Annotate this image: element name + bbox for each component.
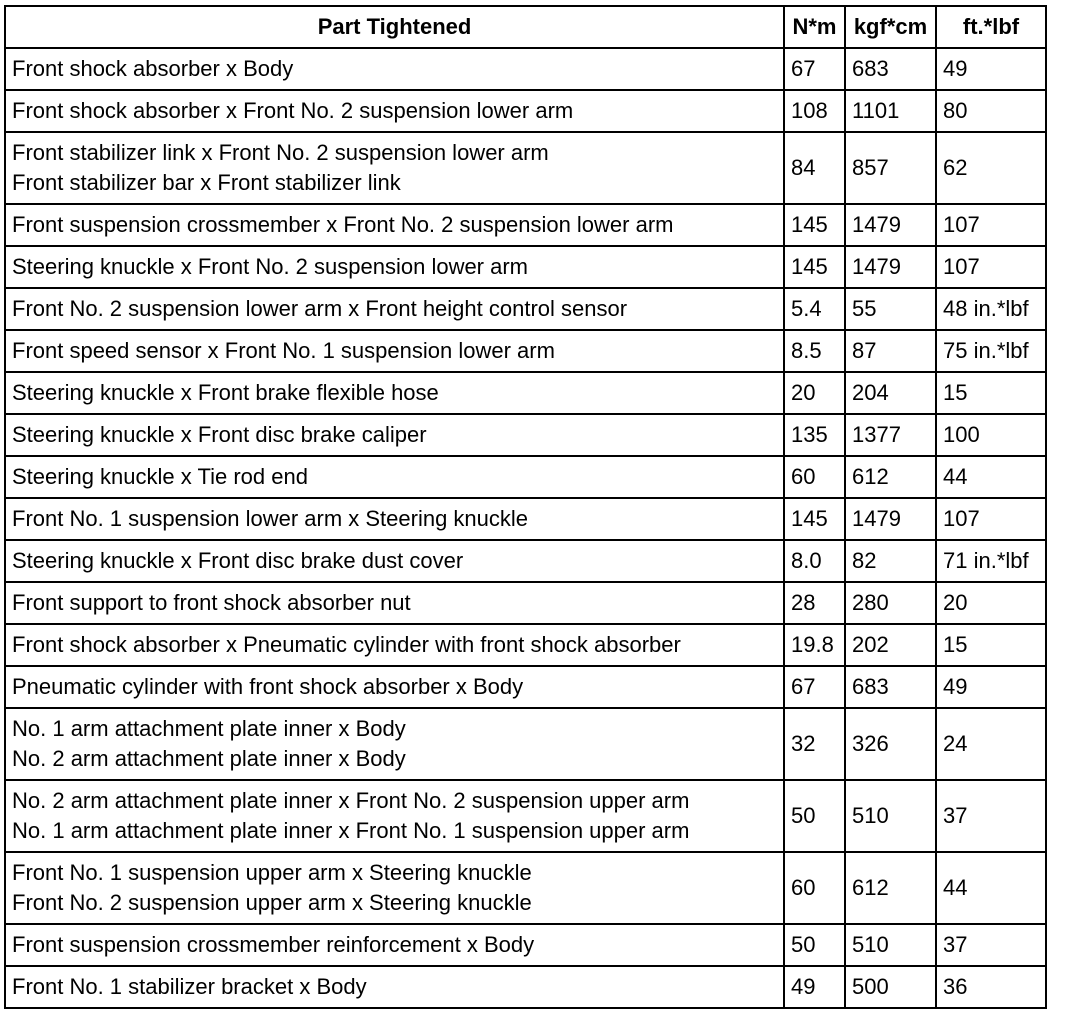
- ftlbf-value-cell: 37: [936, 780, 1046, 852]
- nm-value-cell: 145: [784, 246, 845, 288]
- kgfcm-value-cell: 202: [845, 624, 936, 666]
- table-row: [5, 708, 1046, 780]
- kgfcm-value-cell: 510: [845, 924, 936, 966]
- kgfcm-value-cell: 500: [845, 966, 936, 1008]
- kgfcm-value-cell: 1479: [845, 246, 936, 288]
- part-tightened-line: Pneumatic cylinder with front shock absorber x Body: [12, 674, 524, 699]
- table-row: [5, 780, 1046, 852]
- part-tightened-line: Front No. 2 suspension upper arm x Steering knuckle: [12, 890, 532, 915]
- table-row: [5, 924, 1046, 966]
- kgfcm-value-cell: 55: [845, 288, 936, 330]
- kgfcm-value-cell: 326: [845, 708, 936, 780]
- part-tightened-cell: [5, 852, 784, 924]
- kgfcm-value-cell: 612: [845, 456, 936, 498]
- kgfcm-value-cell: 1101: [845, 90, 936, 132]
- nm-value-cell: 60: [784, 456, 845, 498]
- nm-value-cell: 84: [784, 132, 845, 204]
- table-row: [5, 90, 1046, 132]
- kgfcm-value-cell: 612: [845, 852, 936, 924]
- table-row: [5, 204, 1046, 246]
- nm-value-cell: 67: [784, 48, 845, 90]
- table-row: [5, 666, 1046, 708]
- part-tightened-cell: [5, 132, 784, 204]
- part-tightened-line: Front No. 1 stabilizer bracket x Body: [12, 974, 367, 999]
- ftlbf-value-cell: 24: [936, 708, 1046, 780]
- part-tightened-line: Front speed sensor x Front No. 1 suspension lower arm: [12, 338, 555, 363]
- part-tightened-cell: [5, 246, 784, 288]
- part-tightened-line: No. 2 arm attachment plate inner x Body: [12, 746, 406, 771]
- table-row: [5, 966, 1046, 1008]
- part-tightened-line: Front shock absorber x Body: [12, 56, 294, 81]
- ftlbf-value-cell: 107: [936, 204, 1046, 246]
- nm-value-cell: 19.8: [784, 624, 845, 666]
- nm-value-cell: 8.0: [784, 540, 845, 582]
- part-tightened-line: Steering knuckle x Tie rod end: [12, 464, 308, 489]
- kgfcm-value-cell: 87: [845, 330, 936, 372]
- part-tightened-line: Front No. 1 suspension upper arm x Steering knuckle: [12, 860, 532, 885]
- ftlbf-value-cell: 44: [936, 852, 1046, 924]
- table-header-row: [5, 6, 1046, 48]
- part-tightened-line: Front shock absorber x Pneumatic cylinder with front shock absorber: [12, 632, 681, 657]
- kgfcm-value-cell: 280: [845, 582, 936, 624]
- table-body: [5, 48, 1046, 1008]
- table-row: [5, 456, 1046, 498]
- part-tightened-line: Front stabilizer link x Front No. 2 suspension lower arm: [12, 140, 549, 165]
- nm-value-cell: 108: [784, 90, 845, 132]
- part-tightened-cell: [5, 666, 784, 708]
- nm-value-cell: 8.5: [784, 330, 845, 372]
- ftlbf-value-cell: 107: [936, 498, 1046, 540]
- table-row: [5, 540, 1046, 582]
- part-tightened-cell: [5, 204, 784, 246]
- part-tightened-cell: [5, 582, 784, 624]
- nm-value-cell: 145: [784, 204, 845, 246]
- part-tightened-line: Front stabilizer bar x Front stabilizer link: [12, 170, 401, 195]
- part-tightened-line: Front suspension crossmember reinforcement x Body: [12, 932, 535, 957]
- table-row: [5, 582, 1046, 624]
- header-part-tightened: Part Tightened: [5, 6, 784, 48]
- part-tightened-line: Front No. 2 suspension lower arm x Front height control sensor: [12, 296, 628, 321]
- part-tightened-cell: [5, 966, 784, 1008]
- ftlbf-value-cell: 71 in.*lbf: [936, 540, 1046, 582]
- header-kgfcm: kgf*cm: [845, 6, 936, 48]
- nm-value-cell: 20: [784, 372, 845, 414]
- part-tightened-cell: [5, 372, 784, 414]
- part-tightened-line: No. 1 arm attachment plate inner x Front No. 1 suspension upper arm: [12, 818, 690, 843]
- nm-value-cell: 49: [784, 966, 845, 1008]
- kgfcm-value-cell: 204: [845, 372, 936, 414]
- ftlbf-value-cell: 15: [936, 372, 1046, 414]
- kgfcm-value-cell: 1479: [845, 498, 936, 540]
- nm-value-cell: 5.4: [784, 288, 845, 330]
- part-tightened-line: Front No. 1 suspension lower arm x Steering knuckle: [12, 506, 529, 531]
- nm-value-cell: 67: [784, 666, 845, 708]
- ftlbf-value-cell: 36: [936, 966, 1046, 1008]
- nm-value-cell: 145: [784, 498, 845, 540]
- ftlbf-value-cell: 49: [936, 48, 1046, 90]
- part-tightened-line: Front suspension crossmember x Front No. 2 suspension lower arm: [12, 212, 674, 237]
- table-row: [5, 330, 1046, 372]
- ftlbf-value-cell: 49: [936, 666, 1046, 708]
- part-tightened-cell: [5, 708, 784, 780]
- nm-value-cell: 32: [784, 708, 845, 780]
- part-tightened-line: Steering knuckle x Front No. 2 suspension lower arm: [12, 254, 529, 279]
- ftlbf-value-cell: 37: [936, 924, 1046, 966]
- part-tightened-cell: [5, 780, 784, 852]
- part-tightened-line: No. 2 arm attachment plate inner x Front No. 2 suspension upper arm: [12, 788, 690, 813]
- part-tightened-line: Front support to front shock absorber nut: [12, 590, 411, 615]
- part-tightened-cell: [5, 414, 784, 456]
- nm-value-cell: 50: [784, 924, 845, 966]
- nm-value-cell: 50: [784, 780, 845, 852]
- ftlbf-value-cell: 107: [936, 246, 1046, 288]
- kgfcm-value-cell: 82: [845, 540, 936, 582]
- part-tightened-cell: [5, 48, 784, 90]
- table-row: [5, 498, 1046, 540]
- part-tightened-cell: [5, 498, 784, 540]
- table-row: [5, 288, 1046, 330]
- ftlbf-value-cell: 62: [936, 132, 1046, 204]
- table-row: [5, 624, 1046, 666]
- ftlbf-value-cell: 75 in.*lbf: [936, 330, 1046, 372]
- kgfcm-value-cell: 857: [845, 132, 936, 204]
- header-nm: N*m: [784, 6, 845, 48]
- torque-specification-table: [4, 5, 1047, 1009]
- ftlbf-value-cell: 44: [936, 456, 1046, 498]
- part-tightened-cell: [5, 924, 784, 966]
- part-tightened-line: Front shock absorber x Front No. 2 suspension lower arm: [12, 98, 574, 123]
- kgfcm-value-cell: 1479: [845, 204, 936, 246]
- torque-table-container: [4, 5, 1047, 1009]
- ftlbf-value-cell: 15: [936, 624, 1046, 666]
- table-row: [5, 852, 1046, 924]
- table-row: [5, 132, 1046, 204]
- ftlbf-value-cell: 100: [936, 414, 1046, 456]
- header-ftlbf: ft.*lbf: [936, 6, 1046, 48]
- part-tightened-line: Steering knuckle x Front disc brake caliper: [12, 422, 427, 447]
- kgfcm-value-cell: 683: [845, 48, 936, 90]
- part-tightened-cell: [5, 330, 784, 372]
- nm-value-cell: 60: [784, 852, 845, 924]
- kgfcm-value-cell: 1377: [845, 414, 936, 456]
- part-tightened-cell: [5, 624, 784, 666]
- table-row: [5, 372, 1046, 414]
- kgfcm-value-cell: 510: [845, 780, 936, 852]
- part-tightened-cell: [5, 540, 784, 582]
- nm-value-cell: 135: [784, 414, 845, 456]
- kgfcm-value-cell: 683: [845, 666, 936, 708]
- ftlbf-value-cell: 20: [936, 582, 1046, 624]
- ftlbf-value-cell: 80: [936, 90, 1046, 132]
- part-tightened-cell: [5, 288, 784, 330]
- table-row: [5, 246, 1046, 288]
- part-tightened-line: Steering knuckle x Front disc brake dust cover: [12, 548, 464, 573]
- table-row: [5, 48, 1046, 90]
- ftlbf-value-cell: 48 in.*lbf: [936, 288, 1046, 330]
- part-tightened-line: No. 1 arm attachment plate inner x Body: [12, 716, 406, 741]
- table-row: [5, 414, 1046, 456]
- part-tightened-cell: [5, 90, 784, 132]
- nm-value-cell: 28: [784, 582, 845, 624]
- part-tightened-cell: [5, 456, 784, 498]
- part-tightened-line: Steering knuckle x Front brake flexible hose: [12, 380, 439, 405]
